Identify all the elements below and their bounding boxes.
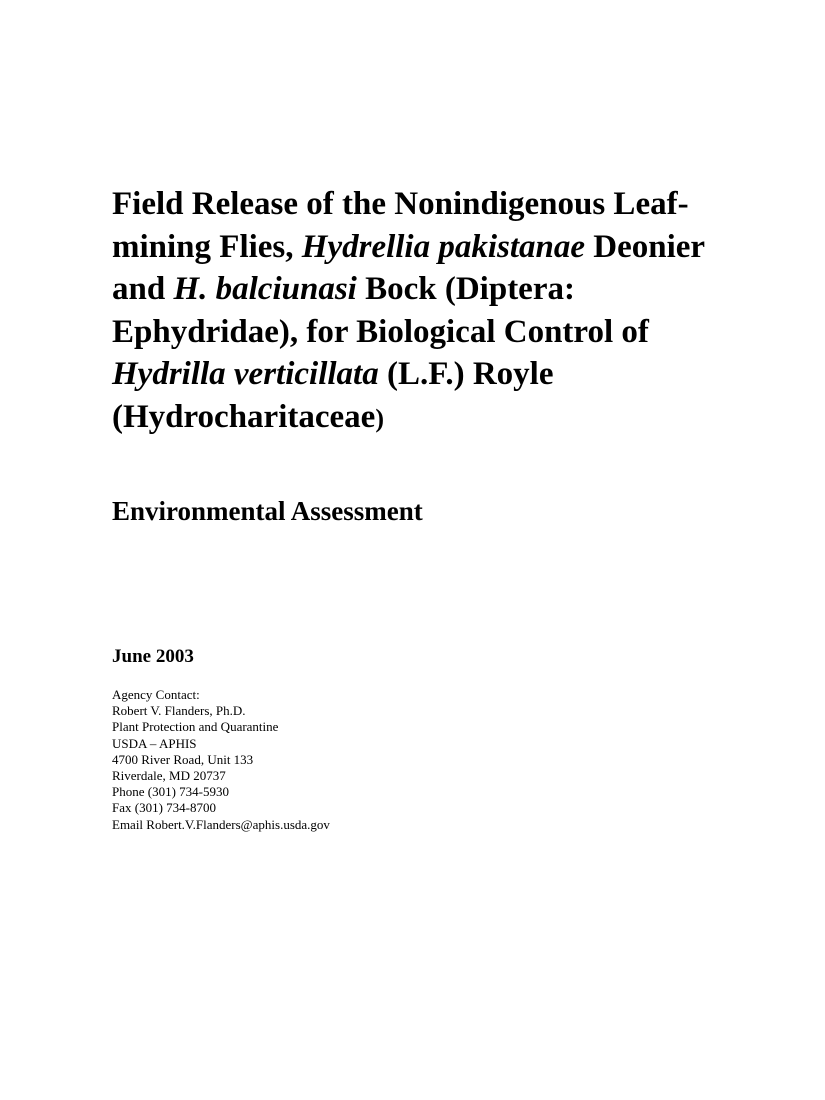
contact-phone: Phone (301) 734-5930 — [112, 784, 229, 800]
title-species-name: H. balciunasi — [173, 271, 357, 307]
agency-contact-block — [112, 687, 330, 833]
contact-email: Email Robert.V.Flanders@aphis.usda.gov — [112, 816, 330, 832]
title-text: and — [112, 271, 174, 307]
title-species-name: Hydrellia pakistanae — [301, 228, 586, 265]
title-line-6 — [112, 396, 732, 441]
contact-address: 4700 River Road, Unit 133 — [112, 751, 254, 767]
contact-name: Robert V. Flanders, Ph.D. — [112, 703, 246, 719]
title-text: Ephydridae), for Biological Control of — [112, 313, 649, 350]
title-text: Field Release of the Nonindigenous Leaf- — [112, 186, 689, 222]
document-title — [112, 183, 732, 440]
title-line-3 — [112, 268, 732, 311]
title-line-5 — [112, 353, 732, 396]
title-text: mining Flies, — [112, 228, 302, 265]
contact-heading: Agency Contact: — [112, 687, 200, 702]
contact-fax: Fax (301) 734-8700 — [112, 800, 216, 816]
document-date: June 2003 — [112, 646, 194, 667]
title-line-1 — [112, 183, 732, 226]
title-line-4 — [112, 311, 732, 354]
title-text: Deonier — [585, 228, 706, 265]
contact-division: Plant Protection and Quarantine — [112, 719, 279, 735]
title-text: (L.F.) Royle — [378, 356, 554, 392]
contact-agency: USDA – APHIS — [112, 735, 197, 751]
title-text: ) — [375, 403, 384, 433]
title-text: (Hydrocharitaceae — [112, 398, 376, 435]
title-line-2 — [112, 226, 732, 269]
title-species-name: Hydrilla verticillata — [112, 356, 379, 392]
document-subtitle: Environmental Assessment — [112, 496, 423, 526]
contact-city: Riverdale, MD 20737 — [112, 768, 226, 784]
title-text: Bock (Diptera: — [356, 271, 575, 307]
